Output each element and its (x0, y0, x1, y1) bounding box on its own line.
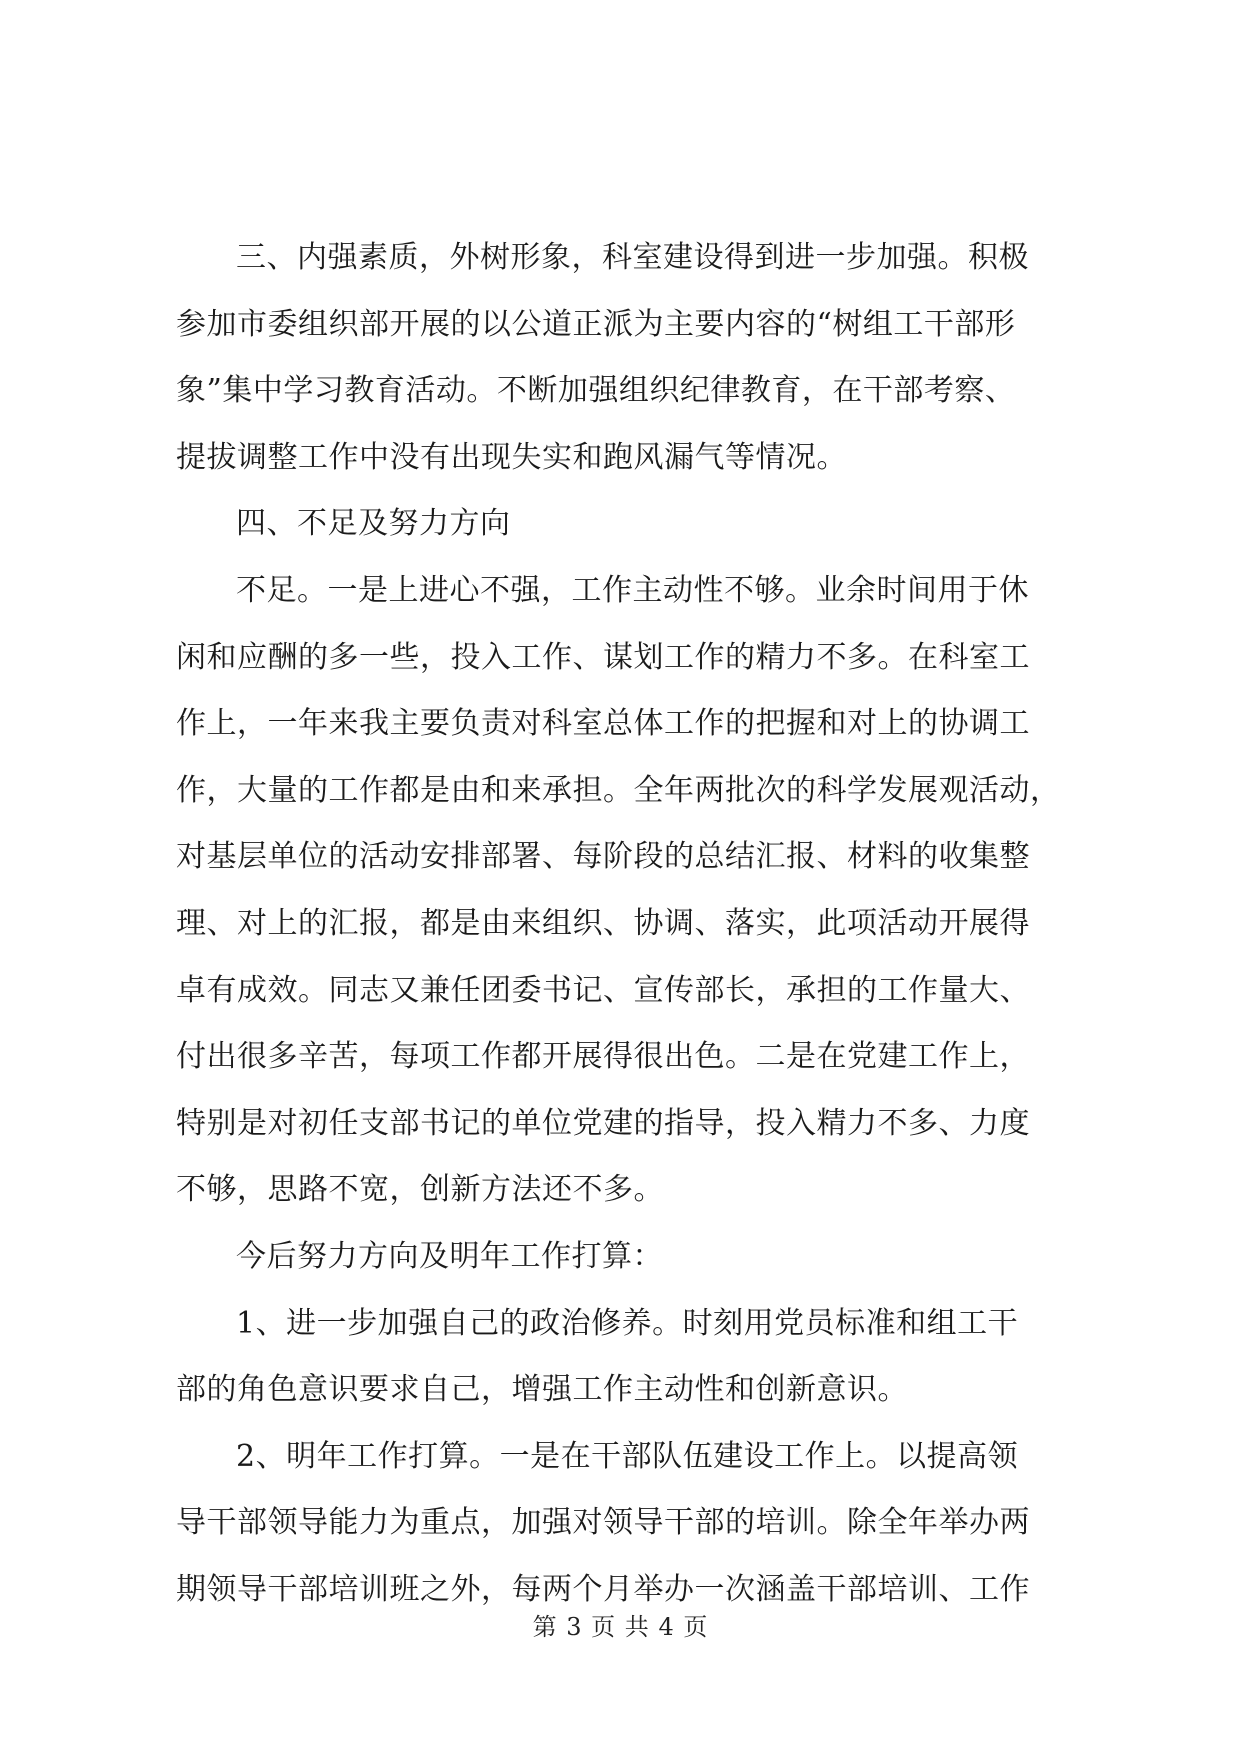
paragraph-line: 部的角色意识要求自己，增强工作主动性和创新意识。 (176, 1372, 908, 1408)
paragraph-line: 闲和应酬的多一些，投入工作、谋划工作的精力不多。在科室工 (176, 639, 1030, 675)
paragraph-line: 理、对上的汇报，都是由来组织、协调、落实，此项活动开展得 (176, 905, 1030, 941)
paragraph-line: 2、明年工作打算。一是在干部队伍建设工作上。以提高领 (236, 1438, 1019, 1474)
paragraph-line: 象”集中学习教育活动。不断加强组织纪律教育，在干部考察、 (176, 373, 1016, 409)
paragraph-line: 不够，思路不宽，创新方法还不多。 (176, 1172, 664, 1208)
paragraph-line: 提拔调整工作中没有出现失实和跑风漏气等情况。 (176, 439, 847, 475)
paragraph-line: 对基层单位的活动安排部署、每阶段的总结汇报、材料的收集整 (176, 839, 1030, 875)
paragraph-line: 特别是对初任支部书记的单位党建的指导，投入精力不多、力度 (176, 1105, 1030, 1141)
document-body (176, 225, 1096, 1623)
paragraph-line: 付出很多辛苦，每项工作都开展得很出色。二是在党建工作上， (176, 1039, 1030, 1075)
paragraph-line: 今后努力方向及明年工作打算： (236, 1238, 663, 1274)
section-heading: 四、不足及努力方向 (236, 506, 511, 542)
paragraph-line: 三、内强素质，外树形象，科室建设得到进一步加强。积极 (236, 240, 1029, 275)
paragraph-line: 作，大量的工作都是由和来承担。全年两批次的科学发展观活动， (176, 772, 1061, 808)
paragraph-line: 1、进一步加强自己的政治修养。时刻用党员标准和组工干 (236, 1305, 1019, 1341)
paragraph-line: 卓有成效。同志又兼任团委书记、宣传部长，承担的工作量大、 (176, 972, 1030, 1008)
paragraph-line: 参加市委组织部开展的以公道正派为主要内容的“树组工干部形 (176, 306, 1016, 342)
paragraph-line: 作上，一年来我主要负责对科室总体工作的把握和对上的协调工 (176, 706, 1030, 742)
paragraph-line: 期领导干部培训班之外，每两个月举办一次涵盖干部培训、工作 (176, 1571, 1030, 1607)
page-footer: 第 3 页 共 4 页 (532, 1613, 709, 1641)
paragraph-line: 不足。一是上进心不强，工作主动性不够。业余时间用于休 (236, 572, 1029, 608)
paragraph-line: 导干部领导能力为重点，加强对领导干部的培训。除全年举办两 (176, 1505, 1030, 1541)
